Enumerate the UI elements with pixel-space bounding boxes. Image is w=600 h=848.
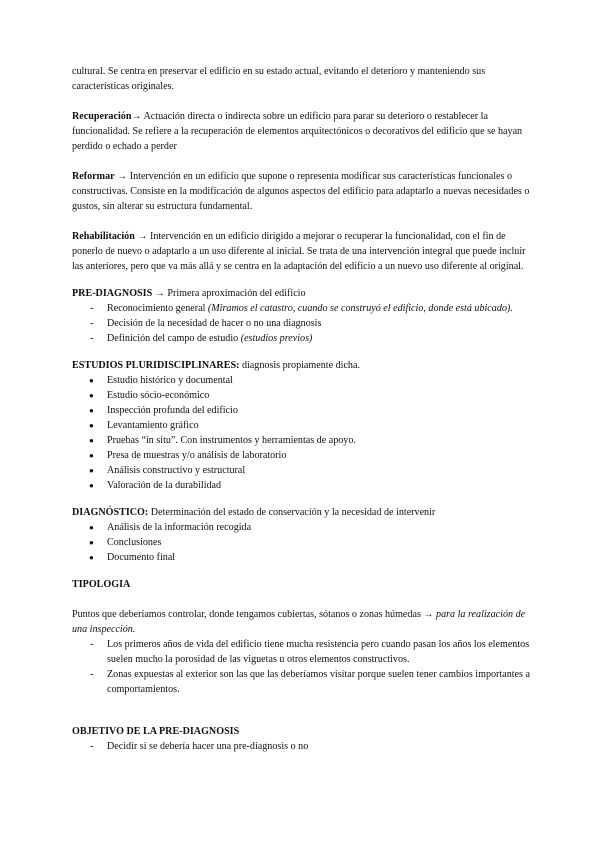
bullet-icon: ●	[89, 421, 94, 430]
paragraph-rehabilitacion: Rehabilitación → Intervención en un edificio dirigido a mejorar o recuperar la funcionalidad, con el fin de ponerlo de nuevo o adaptarlo a un uso diferente al inicial. Se trata de una intervención integral que puede incluir las anteriores, pero que va más allá y se centra en la adaptación del edificio a un nuevo uso diferente al original.	[72, 231, 526, 272]
heading-diagnostico: DIAGNÓSTICO: Determinación del estado de conservación y la necesidad de intervenir	[72, 507, 436, 518]
arrow-icon: →	[117, 171, 128, 182]
arrow-icon: →	[131, 111, 142, 122]
paragraph-recuperacion: Recuperación→ Actuación directa o indirecta sobre un edificio para parar su deterioro o restablecer la funcionalidad. Se refiere a la recuperación de elementos arquitectónicos o decorativos del edificio que se hayan perdido o echado a perder	[72, 111, 523, 152]
heading-pre-diagnosis: PRE-DIAGNOSIS → Primera aproximación del edificio	[72, 288, 306, 299]
paragraph-conservacion: cultural. Se centra en preservar el edificio en su estado actual, evitando el deterioro y manteniendo sus características originales.	[72, 66, 486, 92]
bullet-icon: ●	[89, 466, 94, 475]
bullet-icon: ●	[89, 376, 94, 385]
tipologia-list	[72, 637, 534, 697]
list-item: ● Documento final	[89, 552, 176, 563]
list-item: - Definición del campo de estudio (estudios previos)	[90, 333, 313, 344]
paragraph-reformar: Reformar → Intervención en un edificio que supone o representa modificar sus características funcionales o constructivas. Consiste en la modificación de algunos aspectos del edificio para adaptarlo a nuevas necesidades o gustos, sin alterar su estructura fundamental.	[72, 171, 530, 212]
bullet-icon: ●	[89, 523, 94, 532]
dash-marker: -	[90, 741, 94, 752]
dash-marker: -	[90, 333, 94, 344]
list-item: ● Valoración de la durabilidad	[89, 480, 222, 491]
bullet-icon: ●	[89, 451, 94, 460]
list-item: - Decisión de la necesidad de hacer o no una diagnosis	[90, 318, 322, 329]
list-item: ● Inspección profunda del edificio	[89, 405, 238, 416]
diagnostico-list	[72, 520, 534, 565]
list-item: - Reconocimiento general (Miramos el catastro, cuando se construyó el edificio, donde está ubicado).	[90, 303, 513, 314]
list-item: ● Análisis de la información recogida	[89, 522, 252, 533]
dash-marker: -	[90, 669, 94, 680]
heading-objetivo: OBJETIVO DE LA PRE-DIAGNOSIS	[72, 726, 240, 737]
list-item: ● Levantamiento gráfico	[89, 420, 199, 431]
list-item: - Los primeros años de vida del edificio tiene mucha resistencia pero cuando pasan los años los elementos suelen mucho la porosidad de las viguetas u otros elementos constructivos.	[90, 639, 530, 665]
list-item: ● Pruebas “in situ”. Con instrumentos y herramientas de apoyo.	[89, 435, 356, 446]
list-item: - Zonas expuestas al exterior son las que las deberíamos visitar porque suelen tener cambios importantes a comportamientos.	[90, 669, 530, 695]
bullet-icon: ●	[89, 436, 94, 445]
term-reformar: Reformar	[72, 171, 115, 182]
list-item: ● Presa de muestras y/o análisis de laboratorio	[89, 450, 287, 461]
list-item: - Decidir si se debería hacer una pre-diagnosis o no	[90, 741, 309, 752]
heading-estudios: ESTUDIOS PLURIDISCIPLINARES: diagnosis propiamente dicha.	[72, 360, 360, 371]
estudios-list	[72, 373, 534, 493]
dash-marker: -	[90, 303, 94, 314]
list-item: ● Conclusiones	[89, 537, 162, 548]
arrow-icon: →	[137, 231, 148, 242]
dash-marker: -	[90, 639, 94, 650]
paragraph-tipologia: Puntos que deberíamos controlar, donde tengamos cubiertas, sótanos o zonas húmedas → para la realización de una inspección.	[72, 609, 526, 635]
list-item: ● Estudio sócio-económico	[89, 390, 210, 401]
dash-marker: -	[90, 318, 94, 329]
document-page	[72, 64, 534, 754]
arrow-icon: →	[423, 609, 434, 620]
pre-diagnosis-list	[72, 301, 534, 346]
list-item: ● Análisis constructivo y estructural	[89, 465, 246, 476]
bullet-icon: ●	[89, 391, 94, 400]
bullet-icon: ●	[89, 538, 94, 547]
term-recuperacion: Recuperación	[72, 111, 132, 122]
bullet-icon: ●	[89, 406, 94, 415]
term-rehabilitacion: Rehabilitación	[72, 231, 135, 242]
bullet-icon: ●	[89, 481, 94, 490]
list-item: ● Estudio histórico y documental	[89, 375, 233, 386]
arrow-icon: →	[154, 288, 165, 299]
bullet-icon: ●	[89, 553, 94, 562]
heading-tipologia: TIPOLOGIA	[72, 579, 131, 590]
objetivo-list	[72, 739, 534, 754]
